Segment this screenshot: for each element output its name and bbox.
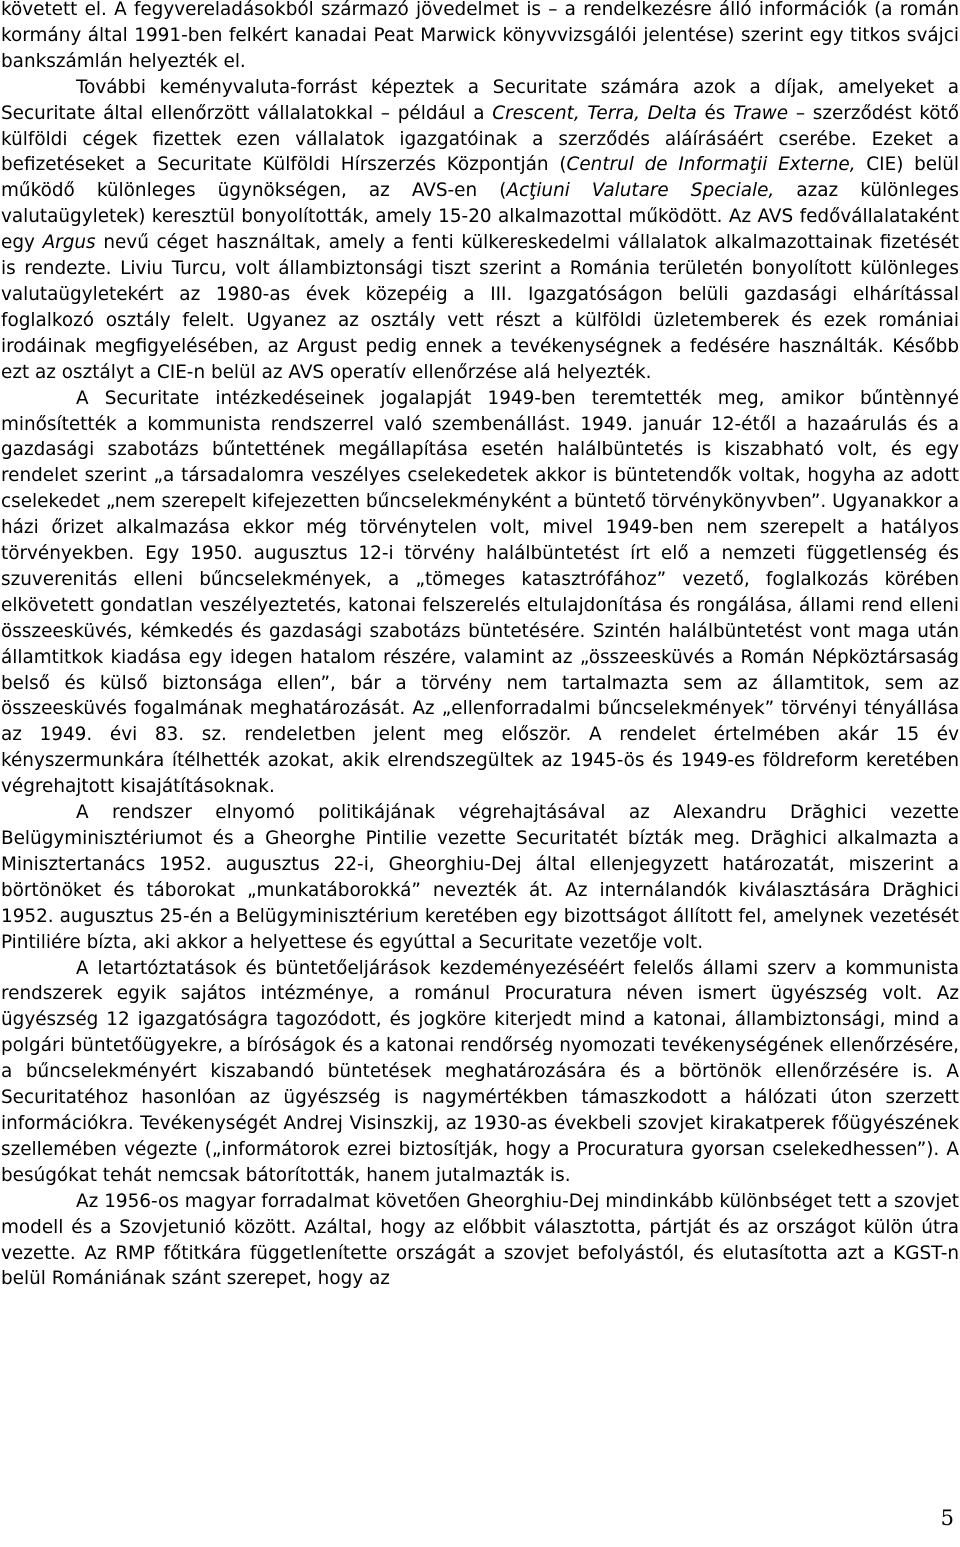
paragraph-1956-revolution [1, 1189, 959, 1293]
italic-run: Argus [42, 232, 96, 254]
text-run: azaz különleges valutaügyletek) keresztül bonyolították, amely 15-20 alkalmazottal működött. Az AVS fedővállalataként egy [1, 180, 959, 254]
text-run: és [696, 102, 734, 124]
paragraph-procuratura [1, 956, 959, 1189]
text-run: A letartóztatások és büntetőeljárások kezdeményezéséért felelős állami szerv a kommunista rendszerek egyik sajátos intézménye, a románul Procuratura néven ismert ügyészség volt. Az ügyészség 12 igazgatóságra tagozódott, és jogköre kiterjedt mind a katonai, állambiztonsági, mind a polgári büntetőügyekre, a bíróságok és a katonai rendőrség nyomozati tevékenységének ellenőrzésére, a bűncselekményért kiszabandó büntetések meghatározására és a börtönök ellenőrzésére is. A Securitatéhoz hasonlóan az ügyészség is nagymértékben támaszkodott a hálózati úton szerzett információkra. Tevékenységét Andrej Visinszkij, az 1930-as évekbeli szovjet kirakatperek főügyészének szellemében végezte („informátorok ezrei biztosítják, hogy a Procuratura gyorsan cselekedhessen”). A besúgókat tehát nemcsak bátorították, hanem jutalmazták is. [1, 957, 959, 1186]
italic-run: Acţiuni Valutare Speciale, [506, 180, 775, 202]
text-run: – szerződést kötő külföldi cégek fizettek ezen vállalatok igazgatóinak a szerződés aláírásáért cserébe. Ezeket a befizetéseket a Securitate Külföldi Hírszerzés Központján ( [1, 102, 959, 176]
italic-run: Centrul de Informaţii Externe, [566, 154, 856, 176]
text-run: CIE) belül működő különleges ügynökségen, az AVS-en ( [1, 154, 959, 202]
paragraph-continuation [1, 0, 959, 75]
page-number: 5 [940, 1506, 954, 1530]
text-run: nevű céget használtak, amely a fenti külkereskedelmi vállalatok alkalmazottainak fizetését is rendezte. Liviu Turcu, volt állambiztonsági tiszt szerint a Románia területén bonyolított különleges valutaügyletekért az 1980-as évek közepéig a III. Igazgatóságon belüli gazdasági elhárítással foglalkozó osztály felelt. Ugyanez az osztály vett részt a külföldi üzletemberek és ezek romániai irodáinak megfigyelésében, az Argust pedig ennek a tevékenységnek a fedésére használták. Később ezt az osztályt a CIE-n belül az AVS operatív ellenőrzése alá helyezték. [1, 232, 959, 383]
text-run: követett el. A fegyvereladásokból származó jövedelmet is – a rendelkezésre álló információk (a román kormány által 1991-ben felkért kanadai Peat Marwick könyvvizsgálói jelentése) szerint egy titkos svájci bankszámlán helyezték el. [1, 0, 959, 72]
text-run: További keményvaluta-forrást képeztek a Securitate számára azok a díjak, amelyeket a Securitate által ellenőrzött vállalatokkal – például a [1, 76, 959, 124]
paragraph-legal-basis [1, 386, 959, 801]
text-run: Az 1956-os magyar forradalmat követően Gheorghiu-Dej mindinkább különbséget tett a szovjet modell és a Szovjetunió között. Azáltal, hogy az előbbit választotta, pártját és az országot külön útra vezette. Az RMP főtitkára függetlenítette országát a szovjet befolyástól, és elutasította azt a KGST-n belül Romániának szánt szerepet, hogy az [1, 1190, 959, 1290]
italic-run: Crescent, Terra, Delta [492, 102, 697, 124]
text-run: A Securitate intézkedéseinek jogalapját 1949-ben teremtették meg, amikor bűntènnyé minősítették a kommunista rendszerrel való szembenállást. 1949. január 12-étől a hazaárulás és a gazdasági szabotázs bűntettének megállapítása esetén halálbüntetés is kiszabható volt, és egy rendelet szerint „a társadalomra veszélyes cselekedetek akkor is büntetendők voltak, hogyha az adott cselekedet „nem szerepelt kifejezetten bűncselekményként a büntető törvénykönyvben”. Ugyanakkor a házi őrizet alkalmazása ekkor még törvénytelen volt, mivel 1949-ben nem szerepelt a hatályos törvényekben. Egy 1950. augusztus 12-i törvény halálbüntetést írt elő a nemzeti függetlenség és szuverenitás elleni bűncselekmények, a „tömeges katasztrófához” vezető, foglalkozás körében elkövetett gondatlan veszélyeztetés, katonai felszerelés eltulajdonítása és rongálása, állami rend elleni összeesküvés, kémkedés és gazdasági szabotázs büntetésére. Szintén halálbüntetést vont maga után államtitkok kiadása egy idegen hatalom részére, valamint az „összeesküvés a Román Népköztársaság belső és külső biztonsága ellen”, bár a törvény nem tartalmazta sem az államtitok, sem az összeesküvés fogalmának meghatározását. Az „ellenforradalmi bűncselekmények” törvényi tényállása az 1949. évi 83. sz. rendeletben jelent meg először. A rendelet értelmében akár 15 év kényszermunkára ítélhették azokat, akik elrendszegültek az 1945-ös és 1949-es földreform keretében végrehajtott kisajátításoknak. [1, 387, 959, 798]
text-run: A rendszer elnyomó politikájának végrehajtásával az Alexandru Drăghici vezette Belügyminisztériumot és a Gheorghe Pintilie vezette Securitatét bízták meg. Drăghici alkalmazta a Minisztertanács 1952. augusztus 22-i, Gheorghiu-Dej által ellenjegyzett határozatát, miszerint a börtönöket és táborokat „munkatáborokká” nevezték át. Az internálandók kiválasztására Drăghici 1952. augusztus 25-én a Belügyminisztérium keretében egy bizottságot állított fel, amelynek vezetését Pintiliére bízta, aki akkor a helyettese és egyúttal a Securitate vezetője volt. [1, 802, 959, 953]
italic-run: Trawe [733, 102, 789, 124]
paragraph-hard-currency [1, 75, 959, 386]
paragraph-repression-policy [1, 800, 959, 955]
